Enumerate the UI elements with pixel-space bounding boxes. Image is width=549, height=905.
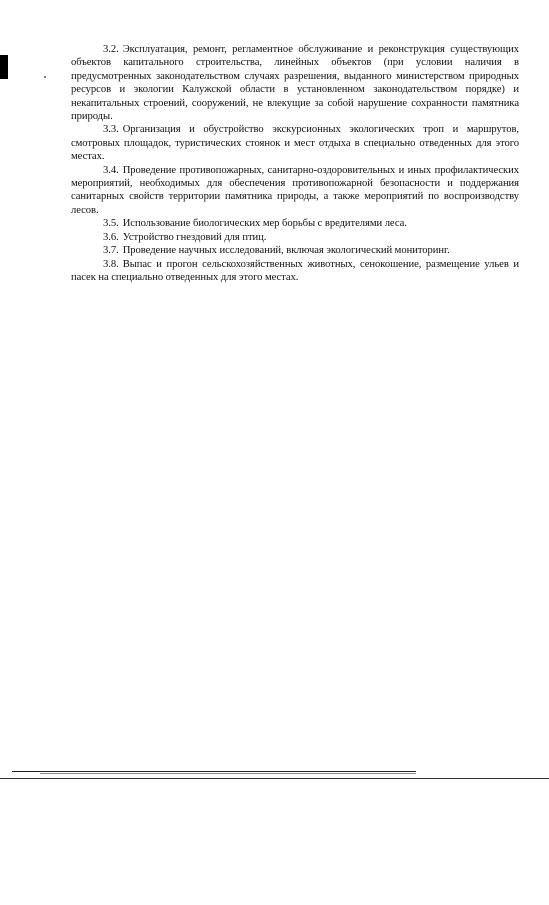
clause-3-5: [71, 217, 519, 230]
clause-text: Использование биологических мер борьбы с вредителями леса.: [122, 218, 407, 230]
clause-text: Организация и обустройство экскурсионных экологических троп и маршрутов, смотровых площадок, туристических стоянок и мест отдыха в специально отведенных для этого местах.: [71, 124, 519, 163]
clause-3-7: [71, 244, 519, 257]
clause-text: Эксплуатация, ремонт, регламентное обслуживание и реконструкция существующих объектов капитального строительства, линейных объектов (при условии наличия в предусмотренных законодательством случаях разрешения, выданного министерством природных ресурсов и экологии Калужской области в установленном законодательством порядке) и некапитальных строений, сооружений, не влекущие за собой нарушение сохранности памятника природы.: [71, 44, 519, 123]
scan-speck: [44, 76, 46, 78]
clause-number: 3.8.: [103, 258, 119, 270]
clause-number: 3.5.: [103, 218, 119, 230]
clause-number: 3.3.: [103, 124, 119, 136]
clause-text: Проведение противопожарных, санитарно-оздоровительных и иных профилактических мероприятий, необходимых для обеспечения противопожарной безопасности и поддержания санитарных свойств территории памятника природы, а также мероприятий по воспроизводству лесов.: [71, 164, 519, 216]
page-edge-line: [0, 778, 549, 779]
clause-3-3: [71, 123, 519, 163]
clause-3-8: [71, 258, 519, 285]
clause-text: Выпас и прогон сельскохозяйственных животных, сенокошение, размещение ульев и пасек на специально отведенных для этого местах.: [71, 258, 519, 283]
clause-number: 3.7.: [103, 245, 119, 257]
clause-number: 3.4.: [103, 164, 119, 176]
clause-text: Проведение научных исследований, включая экологический мониторинг.: [122, 245, 450, 257]
footer-rule: [12, 771, 416, 772]
footer-rule-shadow: [40, 773, 416, 774]
clause-3-4: [71, 164, 519, 218]
clause-3-2: [71, 43, 519, 123]
document-body: [71, 43, 519, 284]
clause-text: Устройство гнездовий для птиц.: [122, 231, 267, 243]
clause-number: 3.6.: [103, 231, 119, 243]
clause-number: 3.2.: [103, 44, 119, 55]
scan-edge-mark: [0, 55, 8, 79]
clause-3-6: [71, 231, 519, 244]
